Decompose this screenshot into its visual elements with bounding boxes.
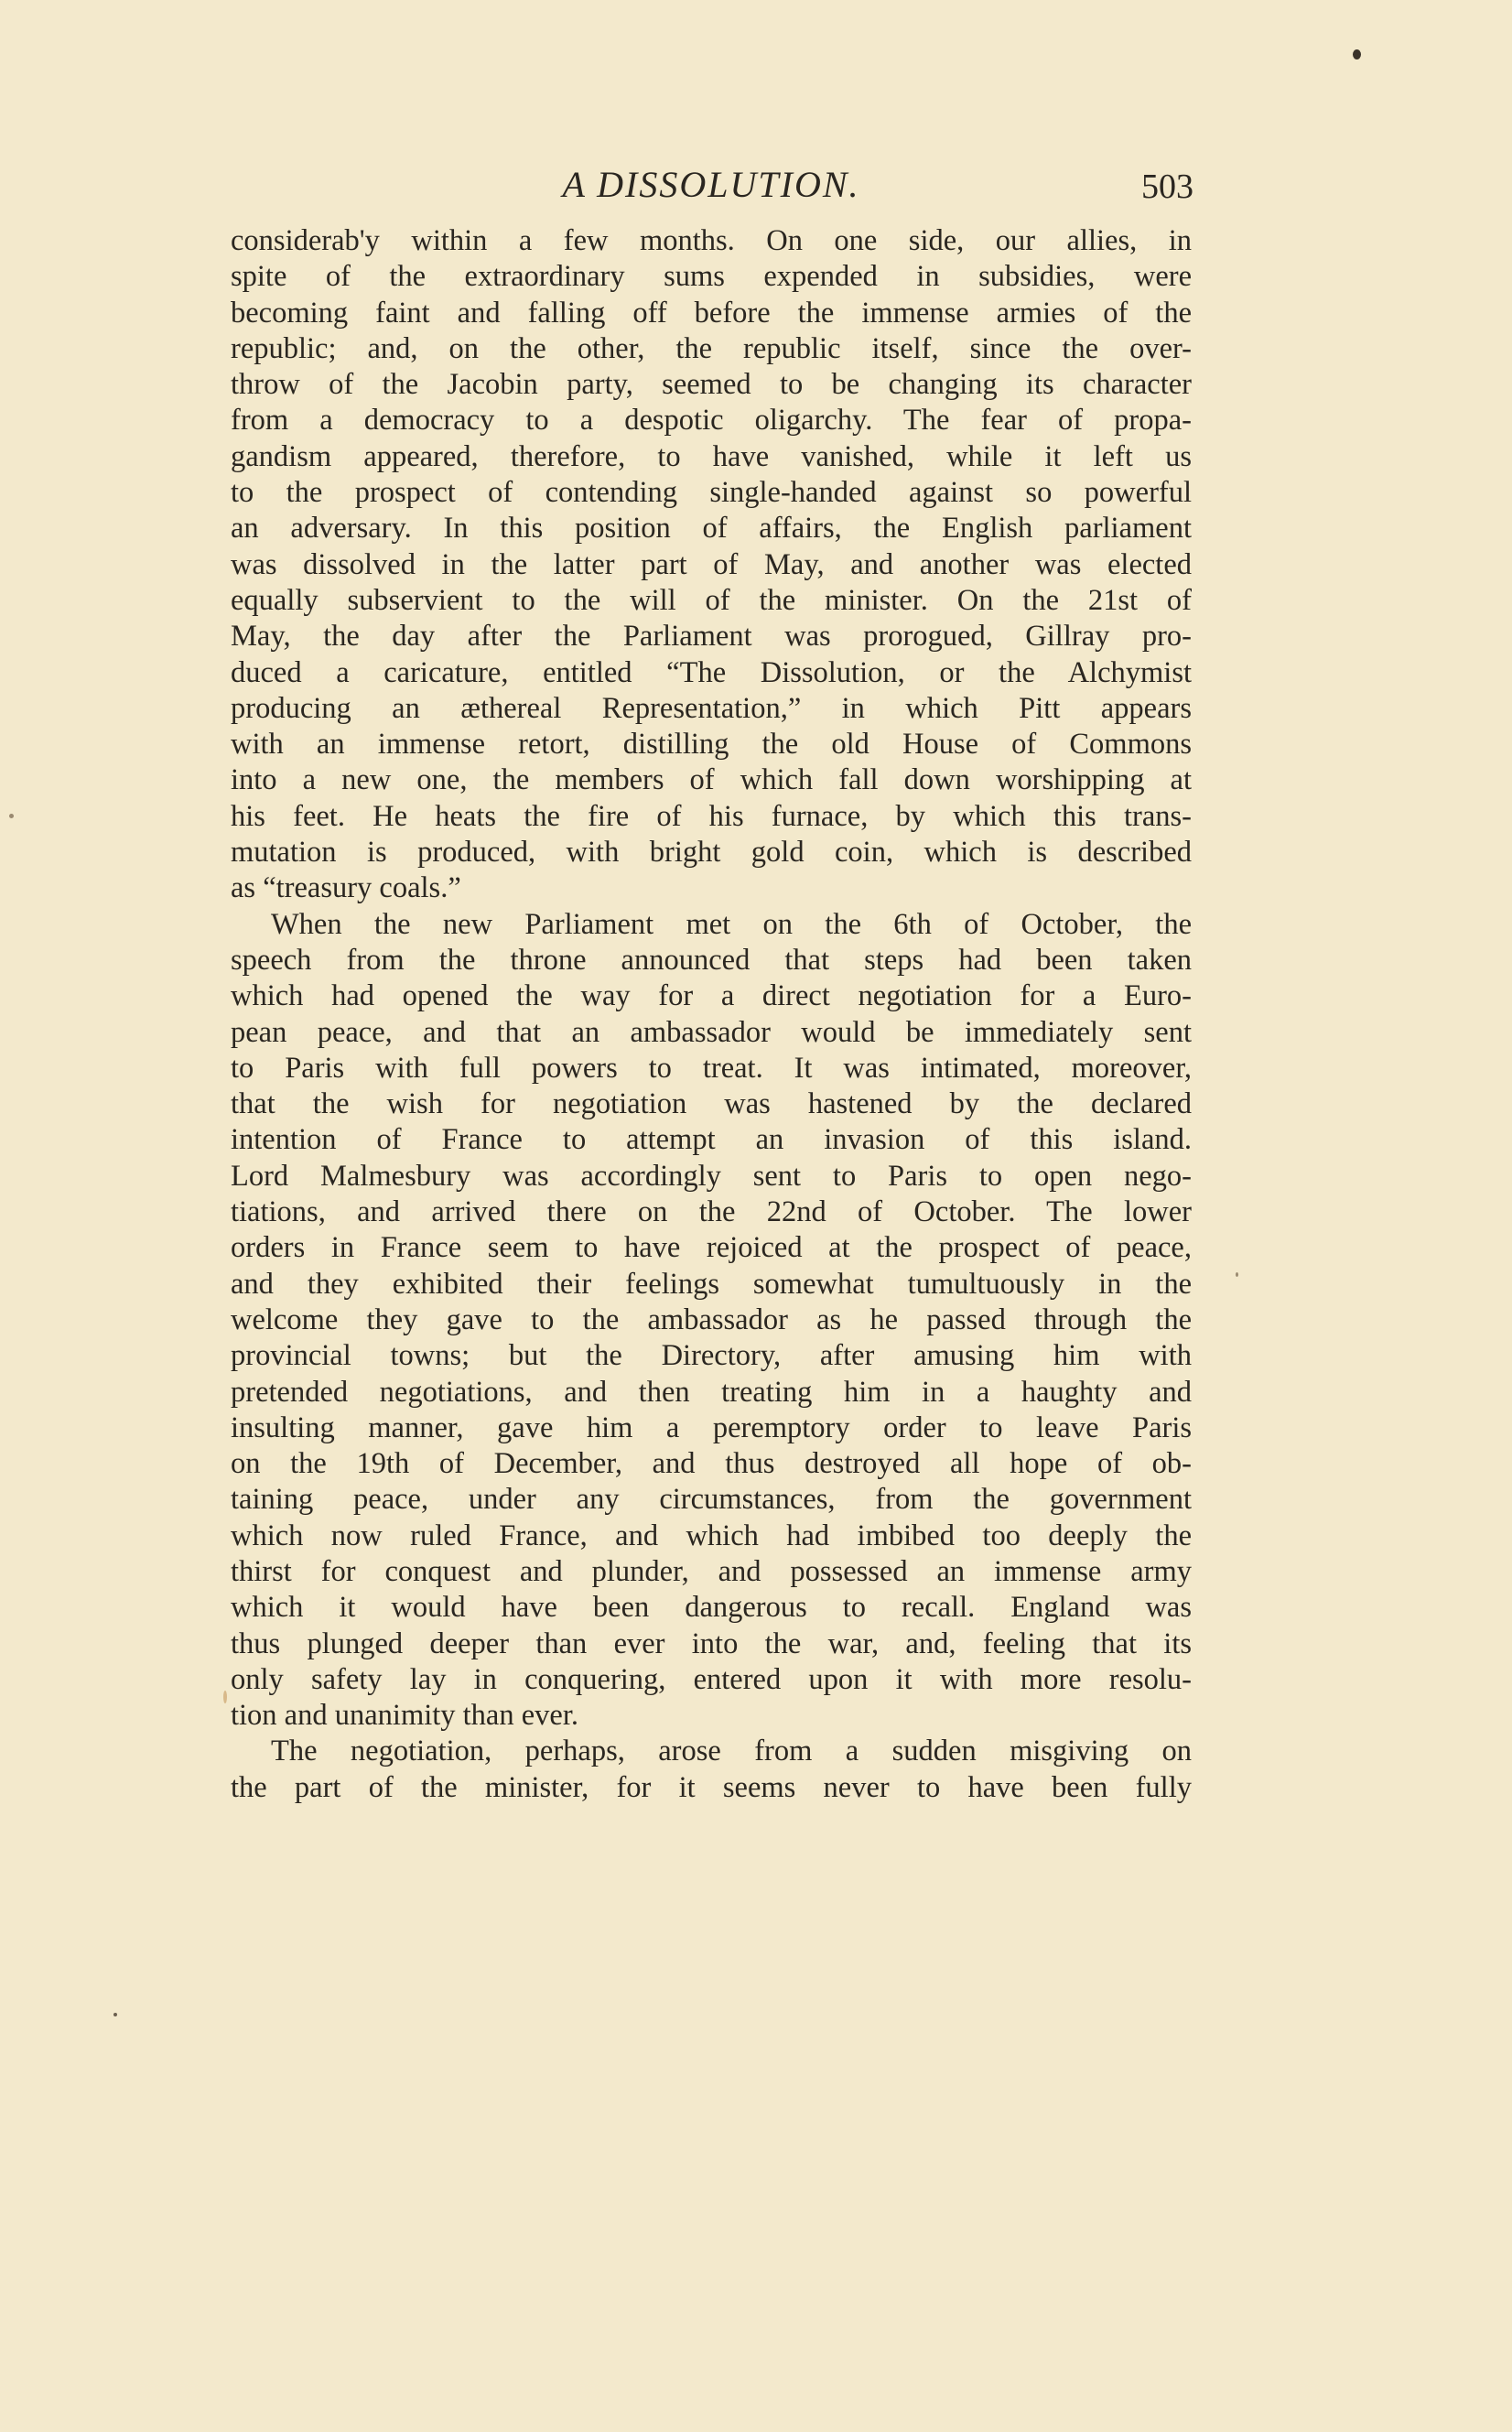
text-line: provincial towns; but the Directory, after amusing him with xyxy=(231,1339,1192,1373)
text-line: pretended negotiations, and then treating him in a haughty and xyxy=(231,1375,1192,1409)
text-line: considerab'y within a few months. On one side, our allies, in xyxy=(231,224,1192,257)
text-line: to the prospect of contending single-handed against so powerful xyxy=(231,476,1192,510)
text-line: which now ruled France, and which had imbibed too deeply the xyxy=(231,1519,1192,1552)
text-line: spite of the extraordinary sums expended in subsidies, were xyxy=(231,260,1192,294)
ink-speck xyxy=(1353,49,1361,59)
text-line: tiations, and arrived there on the 22nd of October. The lower xyxy=(231,1195,1192,1229)
text-line: Lord Malmesbury was accordingly sent to Paris to open nego- xyxy=(231,1159,1192,1193)
text-line: his feet. He heats the fire of his furnace, by which this trans- xyxy=(231,799,1192,833)
text-line: with an immense retort, distilling the old House of Commons xyxy=(231,728,1192,762)
ink-speck xyxy=(1236,1272,1238,1277)
text-line: which had opened the way for a direct negotiation for a Euro- xyxy=(231,979,1192,1013)
text-line: duced a caricature, entitled “The Dissolution, or the Alchymist xyxy=(231,655,1192,689)
text-line: May, the day after the Parliament was prorogued, Gillray pro- xyxy=(231,620,1192,654)
text-line: When the new Parliament met on the 6th of October, the xyxy=(271,907,1192,941)
page-number: 503 xyxy=(1141,168,1193,206)
paragraph-3 xyxy=(231,1734,1192,1806)
text-line: thirst for conquest and plunder, and possessed an immense army xyxy=(231,1554,1192,1588)
text-line: tion and unanimity than ever. xyxy=(231,1699,578,1733)
text-line: gandism appeared, therefore, to have vanished, while it left us xyxy=(231,439,1192,473)
text-line: thus plunged deeper than ever into the war, and, feeling that its xyxy=(231,1627,1192,1660)
text-line: taining peace, under any circumstances, from the government xyxy=(231,1483,1192,1517)
running-title: A DISSOLUTION. xyxy=(562,164,860,205)
paragraph-1 xyxy=(231,223,1192,907)
body-text xyxy=(231,223,1192,1806)
text-line: mutation is produced, with bright gold coin, which is described xyxy=(231,836,1192,870)
text-line: orders in France seem to have rejoiced at the prospect of peace, xyxy=(231,1231,1192,1265)
text-line: as “treasury coals.” xyxy=(231,871,461,905)
text-line: producing an æthereal Representation,” in which Pitt appears xyxy=(231,691,1192,725)
text-line: becoming faint and falling off before the immense armies of the xyxy=(231,296,1192,330)
text-line: and they exhibited their feelings somewhat tumultuously in the xyxy=(231,1267,1192,1301)
text-line: the part of the minister, for it seems never to have been fully xyxy=(231,1770,1192,1804)
paragraph-2 xyxy=(231,907,1192,1735)
text-line: welcome they gave to the ambassador as he passed through the xyxy=(231,1302,1192,1336)
text-line: into a new one, the members of which fall down worshipping at xyxy=(231,763,1192,797)
text-line: which it would have been dangerous to recall. England was xyxy=(231,1591,1192,1625)
text-line: only safety lay in conquering, entered upon it with more resolu- xyxy=(231,1662,1192,1696)
text-line: pean peace, and that an ambassador would be immediately sent xyxy=(231,1015,1192,1049)
text-line: throw of the Jacobin party, seemed to be changing its character xyxy=(231,368,1192,402)
ink-speck xyxy=(223,1691,227,1703)
ink-speck xyxy=(113,2013,117,2016)
text-line: that the wish for negotiation was hastened by the declared xyxy=(231,1087,1192,1121)
text-line: speech from the throne announced that steps had been taken xyxy=(231,943,1192,977)
text-line: The negotiation, perhaps, arose from a sudden misgiving on xyxy=(271,1735,1192,1768)
text-line: republic; and, on the other, the republic itself, since the over- xyxy=(231,331,1192,365)
text-line: was dissolved in the latter part of May, and another was elected xyxy=(231,547,1192,581)
text-line: on the 19th of December, and thus destroyed all hope of ob- xyxy=(231,1447,1192,1481)
text-line: equally subservient to the will of the minister. On the 21st of xyxy=(231,583,1192,617)
text-line: an adversary. In this position of affairs, the English parliament xyxy=(231,512,1192,546)
text-line: intention of France to attempt an invasion of this island. xyxy=(231,1123,1192,1157)
page-header xyxy=(231,157,1192,212)
ink-speck xyxy=(9,814,14,818)
text-line: to Paris with full powers to treat. It was intimated, moreover, xyxy=(231,1051,1192,1085)
text-line: from a democracy to a despotic oligarchy. The fear of propa- xyxy=(231,404,1192,438)
text-line: insulting manner, gave him a peremptory order to leave Paris xyxy=(231,1411,1192,1444)
